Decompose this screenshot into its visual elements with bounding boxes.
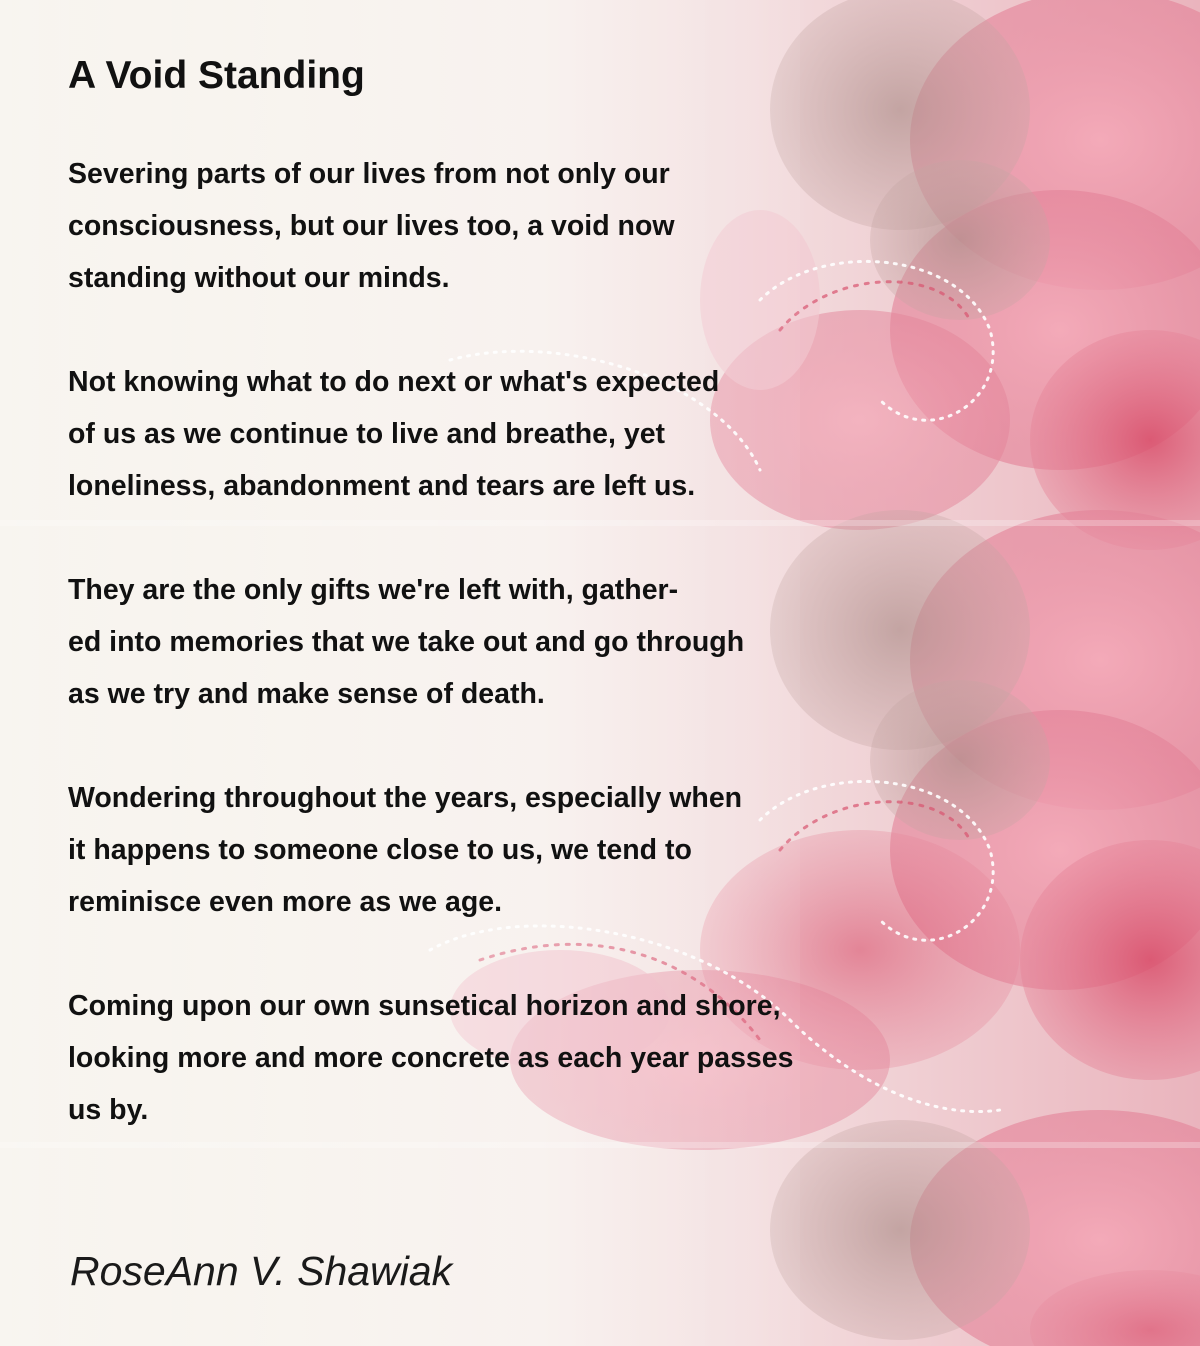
- stanza-2: [68, 356, 928, 512]
- poem-body: [68, 148, 928, 1188]
- poem-line: as we try and make sense of death.: [68, 678, 545, 710]
- poem-line: standing without our minds.: [68, 262, 450, 294]
- poem-line: Severing parts of our lives from not only our: [68, 158, 670, 190]
- poem-line: us by.: [68, 1094, 149, 1126]
- poem-line: reminisce even more as we age.: [68, 886, 503, 918]
- poem-line: loneliness, abandonment and tears are left us.: [68, 470, 696, 502]
- stanza-3: [68, 564, 928, 720]
- poem-line: consciousness, but our lives too, a void now: [68, 210, 675, 242]
- poem-line: They are the only gifts we're left with, gather-: [68, 574, 679, 606]
- stanza-1: [68, 148, 928, 304]
- stanza-4: [68, 772, 928, 928]
- poem-line: it happens to someone close to us, we tend to: [68, 834, 692, 866]
- poem-line: of us as we continue to live and breathe, yet: [68, 418, 666, 450]
- poem-line: Wondering throughout the years, especially when: [68, 782, 743, 814]
- poem-line: ed into memories that we take out and go through: [68, 626, 745, 658]
- poem-title: A Void Standing: [68, 54, 365, 97]
- poem-author: RoseAnn V. Shawiak: [70, 1248, 453, 1294]
- poem-line: looking more and more concrete as each year passes: [68, 1042, 794, 1074]
- poem-line: Coming upon our own sunsetical horizon and shore,: [68, 990, 781, 1022]
- poem-line: Not knowing what to do next or what's expected: [68, 366, 720, 398]
- stanza-5: [68, 980, 928, 1136]
